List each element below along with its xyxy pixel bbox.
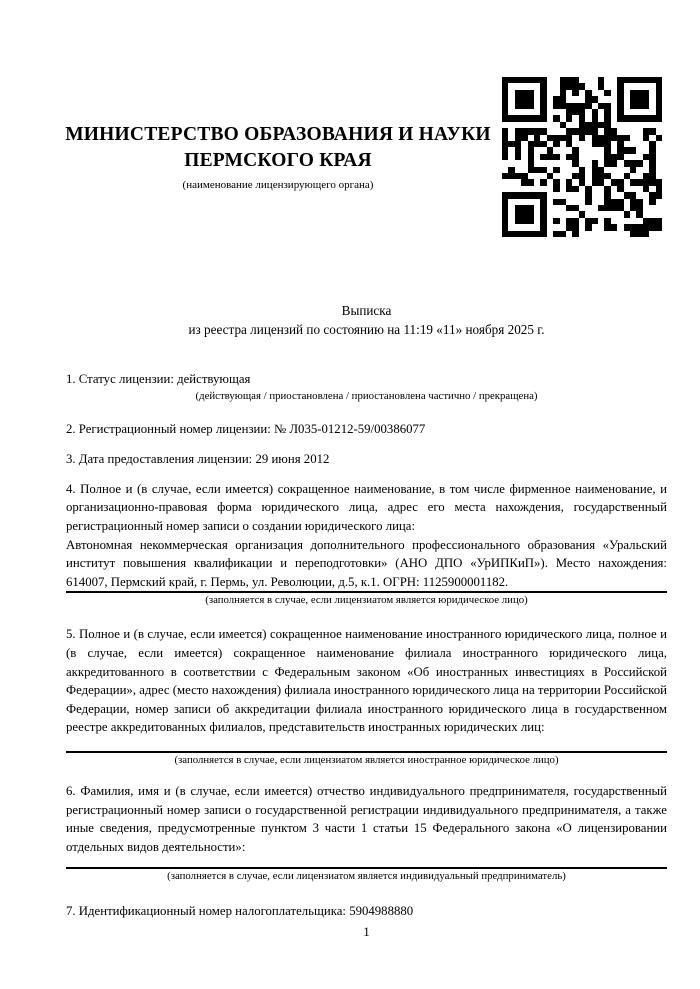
field-status-caption: (действующая / приостановлена / приостановлена частично / прекращена) <box>195 389 538 402</box>
field-reg-number <box>66 420 667 439</box>
field-status-value: действующая <box>177 372 251 386</box>
ministry-name-caption: (наименование лицензирующего органа) <box>182 179 374 191</box>
field-inn <box>66 902 667 921</box>
document-body <box>66 370 667 921</box>
ministry-name-line2: ПЕРМСКОГО КРАЯ <box>184 150 372 171</box>
field-legal-entity-text: 4. Полное и (в случае, если имеется) сокращенное наименование, в том числе фирменное наименование, и организационно-правовая форма юридического лица, адрес его места нахождения, государственный регистрационный номер записи о создании юридического лица: <box>66 481 667 533</box>
field-reg-number-label: 2. Регистрационный номер лицензии: <box>66 421 271 436</box>
document-title-line1: Выписка <box>341 303 392 318</box>
field-inn-label: 7. Идентификационный номер налогоплательщика: <box>66 904 346 919</box>
field-legal-entity-value: Автономная некоммерческая организация дополнительного профессионального образования «Уральский институт повышения квалификации и переподготовки» (АНО ДПО «УрИПКиП»). Место нахождения: 614007, Пермский край, г. Пермь, ул. Революции, д.5, к.1. ОГРН: 1125900001182. <box>66 537 667 589</box>
field-individual-caption: (заполняется в случае, если лицензиатом является индивидуальный предприниматель) <box>167 870 566 883</box>
ministry-name-line1: МИНИСТЕРСТВО ОБРАЗОВАНИЯ И НАУКИ <box>65 124 491 145</box>
field-inn-value: 5904988880 <box>349 904 414 919</box>
field-individual-text: 6. Фамилия, имя и (в случае, если имеется) отчество индивидуального предпринимателя, государственный регистрационный номер записи о государственной регистрации индивидуального предпринимателя, а также иные сведения, предусмотренные пунктом 3 части 1 статьи 15 Федерального закона «О лицензировании отдельных видов деятельности»: <box>66 783 667 854</box>
field-grant-date <box>66 450 667 469</box>
licensing-authority-header <box>0 122 556 192</box>
field-grant-date-label: 3. Дата предоставления лицензии: <box>66 452 253 467</box>
field-foreign-entity-caption: (заполняется в случае, если лицензиатом является иностранное юридическое лицо) <box>174 753 559 766</box>
field-grant-date-value: 29 июня 2012 <box>255 452 330 467</box>
document-title <box>66 302 667 339</box>
document-title-line2: из реестра лицензий по состоянию на 11:19 «11» ноября 2025 г. <box>188 321 545 337</box>
field-legal-entity-caption: (заполняется в случае, если лицензиатом является юридическое лицо) <box>205 594 528 607</box>
field-reg-number-value: № Л035-01212-59/00386077 <box>273 421 426 436</box>
field-status <box>66 370 667 389</box>
page-number: 1 <box>363 924 370 939</box>
field-foreign-entity-text: 5. Полное и (в случае, если имеется) сокращенное наименование иностранного юридического лица, полное и (в случае, если имеется) сокращенное наименование филиала иностранного юридического лица, аккредитованного в соответствии с Федеральным законом «Об иностранных инвестициях в Российской Федерации», адрес (место нахождения) филиала иностранного юридического лица на территории Российской Федерации, номер записи об аккредитации филиала иностранного юридического лица в государственном реестре аккредитованных филиалов, представительств иностранных юридических лиц: <box>66 627 667 735</box>
qr-code <box>502 77 662 237</box>
field-status-label: 1. Статус лицензии: <box>66 372 174 386</box>
